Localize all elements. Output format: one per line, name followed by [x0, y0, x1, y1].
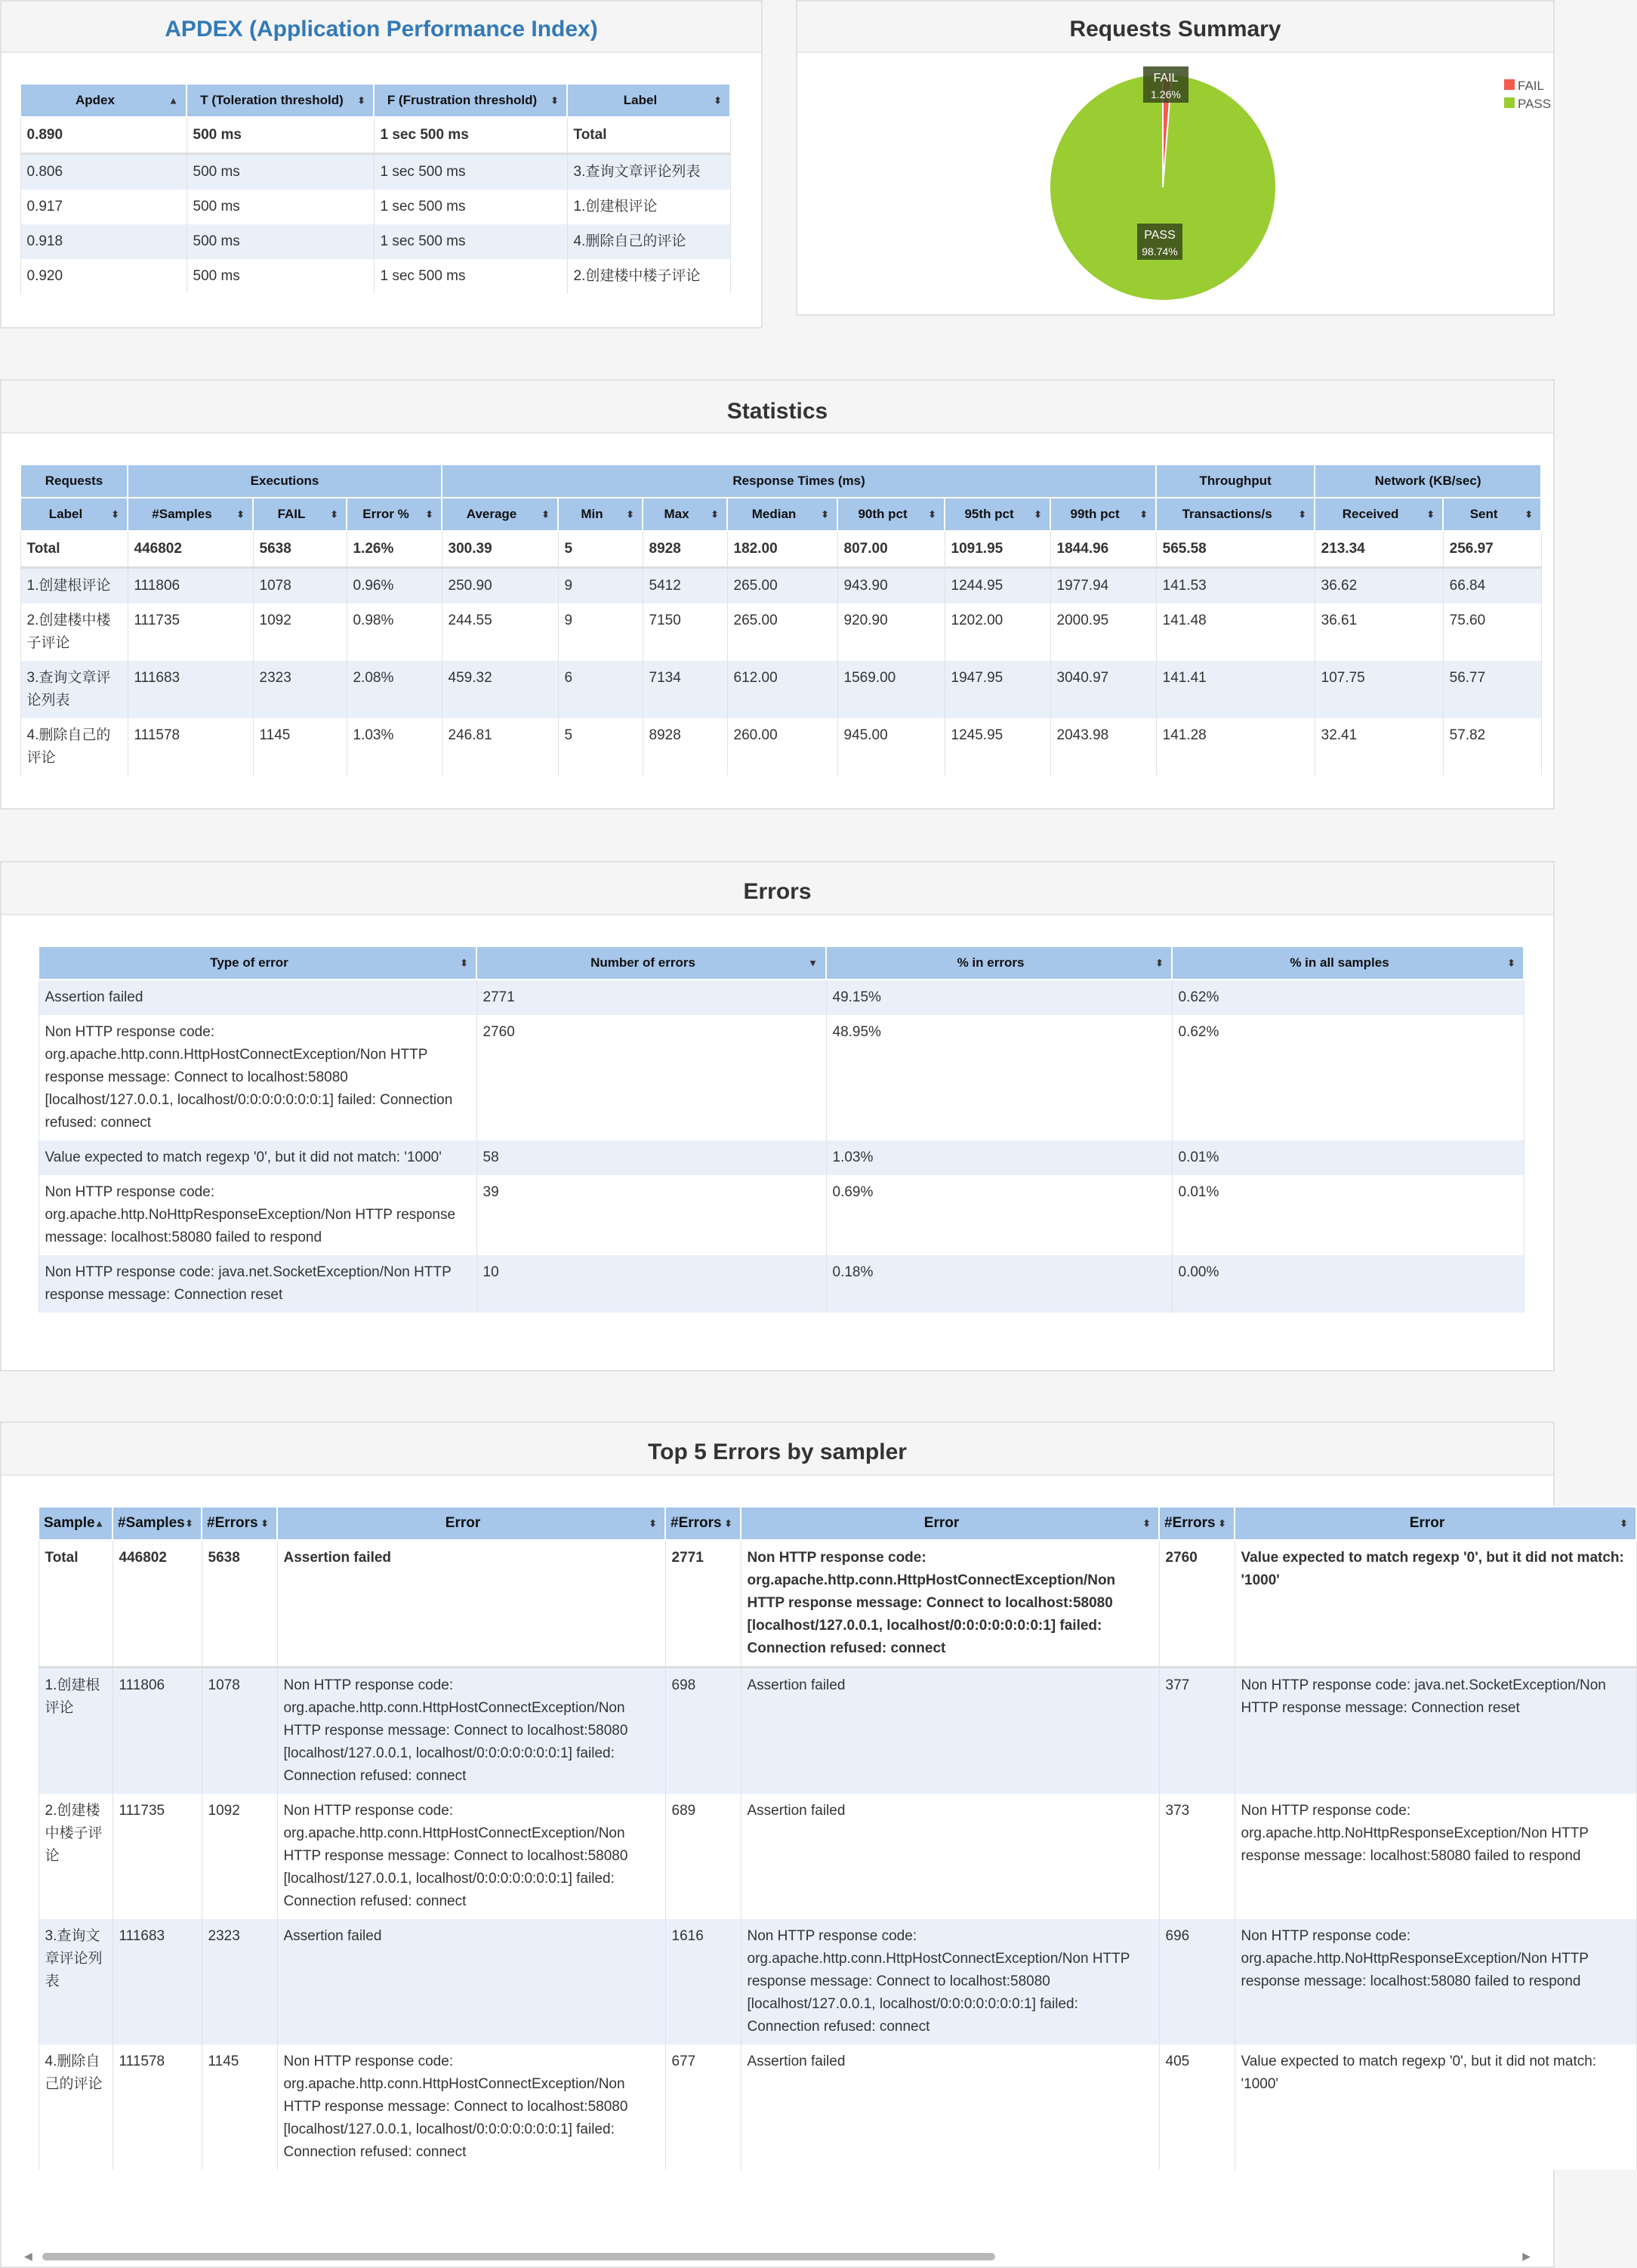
sort-both-icon: ⬍: [357, 94, 365, 106]
table-row: [20, 154, 730, 190]
statistics-col-header[interactable]: 95th pct ⬍: [945, 498, 1050, 531]
table-cell: 377: [1159, 1668, 1235, 1794]
table-row: [20, 190, 730, 224]
sort-both-icon: ⬍: [261, 1517, 269, 1529]
statistics-group-header: Executions: [128, 464, 442, 498]
table-cell: 182.00: [727, 531, 837, 568]
statistics-header: [2, 381, 1553, 434]
table-row: [20, 718, 1541, 776]
total-row: [20, 531, 1541, 568]
sort-both-icon: ⬍: [1218, 1517, 1226, 1529]
statistics-panel: [0, 379, 1555, 810]
errors-header: [2, 862, 1553, 915]
table-cell: 141.48: [1156, 603, 1315, 661]
table-cell: 4.删除自己的评论: [567, 224, 730, 259]
table-cell: 8928: [643, 531, 727, 568]
table-cell: 111683: [128, 661, 253, 718]
table-cell: Assertion failed: [39, 980, 476, 1015]
table-cell: 111578: [113, 2044, 202, 2170]
table-cell: 1.创建根评论: [20, 568, 128, 604]
statistics-group-header: Requests: [20, 464, 128, 498]
table-cell: 0.890: [20, 117, 187, 154]
apdex-header: [2, 2, 761, 53]
top5-col-header[interactable]: Error ⬍: [741, 1507, 1159, 1540]
table-cell: 698: [665, 1668, 741, 1794]
table-cell: 920.90: [837, 603, 945, 661]
legend-label-fail: FAIL: [1518, 79, 1544, 93]
top5-errors-table: [38, 1506, 1637, 2170]
sort-both-icon: ⬍: [1034, 508, 1043, 520]
table-cell: 0.917: [20, 190, 187, 224]
statistics-col-header[interactable]: Received ⬍: [1315, 498, 1443, 531]
table-cell: 2000.95: [1050, 603, 1156, 661]
table-cell: Non HTTP response code: org.apache.http.conn.HttpHostConnectException/Non HTTP response message: Connect to localhost:58080 [localhost/127.0.0.1, localhost/0:0:0:0:0:0:0:1] failed: Connection refused: connect: [741, 1540, 1159, 1668]
table-cell: 6: [558, 661, 643, 718]
table-cell: 1947.95: [945, 661, 1050, 718]
table-cell: 5638: [253, 531, 347, 568]
legend-swatch-fail: [1504, 79, 1515, 90]
table-cell: 500 ms: [187, 224, 374, 259]
table-cell: Value expected to match regexp '0', but it did not match: '1000': [1235, 1540, 1636, 1668]
table-cell: 689: [665, 1794, 741, 1919]
table-cell: 696: [1159, 1919, 1235, 2044]
table-cell: 943.90: [837, 568, 945, 604]
scroll-right-arrow[interactable]: ▶: [1522, 2250, 1531, 2262]
table-cell: 36.62: [1315, 568, 1443, 604]
table-cell: 0.62%: [1172, 980, 1524, 1015]
table-row: [20, 661, 1541, 718]
statistics-col-header[interactable]: Error % ⬍: [347, 498, 442, 531]
statistics-col-header[interactable]: FAIL ⬍: [253, 498, 347, 531]
table-cell: 48.95%: [826, 1015, 1172, 1140]
table-cell: 1 sec 500 ms: [374, 259, 567, 294]
table-cell: 677: [665, 2044, 741, 2170]
table-row: [20, 603, 1541, 661]
table-cell: 0.98%: [347, 603, 442, 661]
table-cell: 1569.00: [837, 661, 945, 718]
legend-swatch-pass: [1504, 97, 1515, 108]
sort-both-icon: ⬍: [821, 508, 830, 520]
table-cell: Non HTTP response code: java.net.SocketException/Non HTTP response message: Connection reset: [1235, 1668, 1636, 1794]
pie-legend: [1504, 79, 1551, 115]
table-cell: 500 ms: [187, 259, 374, 294]
statistics-title: Statistics: [726, 399, 828, 424]
table-cell: Assertion failed: [277, 1540, 665, 1668]
table-cell: 5638: [202, 1540, 277, 1668]
legend-item-fail[interactable]: [1504, 79, 1551, 97]
table-cell: 141.41: [1156, 661, 1315, 718]
requests-pie-chart: [797, 53, 1556, 317]
table-cell: 1145: [253, 718, 347, 776]
top5-title: Top 5 Errors by sampler: [648, 1439, 907, 1464]
top5-col-header[interactable]: #Errors ⬍: [202, 1507, 277, 1540]
sort-both-icon: ⬍: [185, 1517, 193, 1529]
table-cell: 1092: [202, 1794, 277, 1919]
table-cell: 0.96%: [347, 568, 442, 604]
table-cell: 7150: [643, 603, 727, 661]
top5-col-header[interactable]: Sample ▲: [39, 1507, 113, 1540]
table-cell: 1078: [253, 568, 347, 604]
errors-title: Errors: [743, 879, 812, 904]
table-cell: 39: [476, 1175, 826, 1255]
table-cell: 1.03%: [826, 1140, 1172, 1175]
table-cell: 500 ms: [187, 154, 374, 190]
table-cell: 9: [558, 568, 643, 604]
table-cell: 111806: [113, 1668, 202, 1794]
pie-label-pass-label: PASS: [1144, 229, 1176, 242]
table-row: [20, 224, 730, 259]
pie-label-fail-pct: 1.26%: [1151, 88, 1181, 100]
top5-col-header[interactable]: #Errors ⬍: [1159, 1507, 1235, 1540]
table-cell: 2.创建楼中楼子评论: [567, 259, 730, 294]
table-cell: 300.39: [442, 531, 558, 568]
pie-slice-pass[interactable]: [1050, 74, 1276, 301]
sort-desc-icon: ▼: [808, 957, 818, 969]
sort-both-icon: ⬍: [1139, 508, 1148, 520]
legend-item-pass[interactable]: [1504, 97, 1551, 115]
table-row: [39, 1668, 1636, 1794]
table-cell: 9: [558, 603, 643, 661]
table-cell: 7134: [643, 661, 727, 718]
total-row: [20, 117, 730, 154]
table-cell: 5: [558, 531, 643, 568]
table-row: [39, 980, 1524, 1015]
table-cell: 250.90: [442, 568, 558, 604]
table-row: [39, 1919, 1636, 2044]
table-cell: Non HTTP response code: org.apache.http.conn.HttpHostConnectException/Non HTTP response message: Connect to localhost:58080 [localhost/127.0.0.1, localhost/0:0:0:0:0:0:0:1] failed: Connection refused: connect: [277, 2044, 665, 2170]
legend-label-pass: PASS: [1518, 97, 1552, 111]
table-cell: 0.18%: [826, 1255, 1172, 1313]
table-cell: 1092: [253, 603, 347, 661]
table-cell: 1202.00: [945, 603, 1050, 661]
table-cell: Non HTTP response code: org.apache.http.conn.HttpHostConnectException/Non HTTP response message: Connect to localhost:58080 [localhost/127.0.0.1, localhost/0:0:0:0:0:0:0:1] failed: Connection refused: connect: [277, 1668, 665, 1794]
statistics-col-header[interactable]: Average ⬍: [442, 498, 558, 531]
table-cell: 807.00: [837, 531, 945, 568]
table-cell: 107.75: [1315, 661, 1443, 718]
sort-both-icon: ⬍: [1507, 957, 1515, 969]
table-cell: 213.34: [1315, 531, 1443, 568]
sort-both-icon: ⬍: [1426, 508, 1435, 520]
table-cell: 500 ms: [187, 117, 374, 154]
table-row: [39, 1255, 1524, 1313]
table-cell: 1.创建根评论: [39, 1668, 113, 1794]
table-cell: 945.00: [837, 718, 945, 776]
table-cell: Non HTTP response code: org.apache.http.NoHttpResponseException/Non HTTP response message: localhost:58080 failed to respond: [39, 1175, 476, 1255]
statistics-group-header: Network (KB/sec): [1315, 464, 1541, 498]
errors-col-header[interactable]: Number of errors ▼: [476, 946, 826, 980]
sort-both-icon: ⬍: [711, 508, 720, 520]
table-cell: 0.918: [20, 224, 187, 259]
table-cell: 2.08%: [347, 661, 442, 718]
pie-label-fail-label: FAIL: [1153, 72, 1179, 85]
table-cell: 49.15%: [826, 980, 1172, 1015]
table-cell: 2323: [253, 661, 347, 718]
table-cell: 0.01%: [1172, 1140, 1524, 1175]
table-cell: 3.查询文章评论列表: [39, 1919, 113, 2044]
table-cell: 2771: [665, 1540, 741, 1668]
table-cell: 0.920: [20, 259, 187, 294]
table-cell: Non HTTP response code: java.net.SocketException/Non HTTP response message: Connection reset: [39, 1255, 476, 1313]
table-cell: 260.00: [727, 718, 837, 776]
table-cell: 0.62%: [1172, 1015, 1524, 1140]
sort-both-icon: ⬍: [541, 508, 550, 520]
table-cell: 373: [1159, 1794, 1235, 1919]
table-cell: 565.58: [1156, 531, 1315, 568]
table-cell: Assertion failed: [741, 2044, 1159, 2170]
table-cell: 2771: [476, 980, 826, 1015]
table-cell: Non HTTP response code: org.apache.http.NoHttpResponseException/Non HTTP response message: localhost:58080 failed to respond: [1235, 1919, 1636, 2044]
table-cell: Non HTTP response code: org.apache.http.conn.HttpHostConnectException/Non HTTP response message: Connect to localhost:58080 [localhost/127.0.0.1, localhost/0:0:0:0:0:0:0:1] failed: Connection refused: connect: [741, 1919, 1159, 2044]
top5-col-header[interactable]: Error ⬍: [1235, 1507, 1636, 1540]
table-cell: 0.806: [20, 154, 187, 190]
table-cell: Assertion failed: [277, 1919, 665, 2044]
sort-both-icon: ⬍: [928, 508, 937, 520]
table-cell: 56.77: [1443, 661, 1541, 718]
statistics-col-header[interactable]: 90th pct ⬍: [837, 498, 945, 531]
table-cell: 1145: [202, 2044, 277, 2170]
table-cell: 2043.98: [1050, 718, 1156, 776]
table-cell: 459.32: [442, 661, 558, 718]
table-row: [20, 259, 730, 294]
pie-label-pass-pct: 98.74%: [1142, 245, 1178, 258]
sort-both-icon: ⬍: [649, 1517, 657, 1529]
table-cell: 1 sec 500 ms: [374, 154, 567, 190]
table-cell: 446802: [128, 531, 253, 568]
statistics-group-header: Response Times (ms): [442, 464, 1156, 498]
apdex-title: APDEX (Application Performance Index): [165, 17, 598, 42]
table-cell: 1616: [665, 1919, 741, 2044]
table-cell: 1.创建根评论: [567, 190, 730, 224]
sort-both-icon: ⬍: [460, 957, 468, 969]
table-cell: 2760: [476, 1015, 826, 1140]
table-cell: Total: [20, 531, 128, 568]
table-cell: 500 ms: [187, 190, 374, 224]
table-cell: 3.查询文章评论列表: [567, 154, 730, 190]
table-cell: 111735: [113, 1794, 202, 1919]
table-cell: 36.61: [1315, 603, 1443, 661]
statistics-col-header[interactable]: #Samples ⬍: [128, 498, 253, 531]
table-cell: 1.26%: [347, 531, 442, 568]
table-cell: 8928: [643, 718, 727, 776]
sort-both-icon: ⬍: [724, 1517, 732, 1529]
statistics-col-header[interactable]: Max ⬍: [643, 498, 727, 531]
top5-errors-panel: [0, 1421, 1628, 2268]
table-cell: 2760: [1159, 1540, 1235, 1668]
requests-summary-panel: [796, 0, 1555, 316]
table-cell: 1844.96: [1050, 531, 1156, 568]
apdex-panel: [0, 0, 763, 329]
table-cell: 1091.95: [945, 531, 1050, 568]
sort-both-icon: ⬍: [1298, 508, 1307, 520]
table-cell: 3.查询文章评论列表: [20, 661, 128, 718]
summary-title: Requests Summary: [1069, 17, 1281, 42]
apdex-col-header[interactable]: Label ⬍: [567, 84, 730, 117]
statistics-col-header[interactable]: Label ⬍: [20, 498, 128, 531]
top5-col-header[interactable]: #Samples ⬍: [113, 1507, 202, 1540]
errors-col-header[interactable]: % in errors ⬍: [826, 946, 1172, 980]
table-row: [39, 1794, 1636, 1919]
table-cell: 75.60: [1443, 603, 1541, 661]
table-cell: 0.69%: [826, 1175, 1172, 1255]
scroll-left-arrow[interactable]: ◀: [24, 2250, 32, 2262]
table-cell: 1078: [202, 1668, 277, 1794]
table-cell: Value expected to match regexp '0', but it did not match: '1000': [1235, 2044, 1636, 2170]
table-cell: 111683: [113, 1919, 202, 2044]
table-cell: 612.00: [727, 661, 837, 718]
table-cell: 111735: [128, 603, 253, 661]
errors-panel: [0, 861, 1555, 1372]
table-cell: 446802: [113, 1540, 202, 1668]
table-cell: 141.28: [1156, 718, 1315, 776]
table-cell: 111806: [128, 568, 253, 604]
table-row: [39, 1015, 1524, 1140]
sort-both-icon: ⬍: [550, 94, 559, 106]
table-cell: 246.81: [442, 718, 558, 776]
summary-header: [797, 2, 1553, 53]
table-cell: 1 sec 500 ms: [374, 224, 567, 259]
sort-both-icon: ⬍: [714, 94, 722, 106]
table-cell: Total: [39, 1540, 113, 1668]
sort-both-icon: ⬍: [1620, 1517, 1628, 1529]
statistics-col-header[interactable]: Min ⬍: [558, 498, 643, 531]
total-row: [39, 1540, 1636, 1668]
statistics-col-header[interactable]: Sent ⬍: [1443, 498, 1541, 531]
statistics-col-header[interactable]: Median ⬍: [727, 498, 837, 531]
scrollbar-thumb[interactable]: [42, 2253, 995, 2260]
table-cell: 58: [476, 1140, 826, 1175]
table-cell: Non HTTP response code: org.apache.http.conn.HttpHostConnectException/Non HTTP response message: Connect to localhost:58080 [localhost/127.0.0.1, localhost/0:0:0:0:0:0:0:1] failed: Connection refused: connect: [39, 1015, 476, 1140]
apdex-col-header[interactable]: Apdex ▲: [20, 84, 187, 117]
table-cell: Value expected to match regexp '0', but it did not match: '1000': [39, 1140, 476, 1175]
top5-col-header[interactable]: Error ⬍: [277, 1507, 665, 1540]
table-cell: 1244.95: [945, 568, 1050, 604]
table-cell: 3040.97: [1050, 661, 1156, 718]
table-row: [20, 568, 1541, 604]
table-cell: 2.创建楼中楼子评论: [39, 1794, 113, 1919]
table-cell: 57.82: [1443, 718, 1541, 776]
table-cell: Assertion failed: [741, 1794, 1159, 1919]
statistics-col-header[interactable]: Transactions/s ⬍: [1156, 498, 1315, 531]
sort-both-icon: ⬍: [1142, 1517, 1151, 1529]
table-cell: 1.03%: [347, 718, 442, 776]
table-cell: 2.创建楼中楼子评论: [20, 603, 128, 661]
sort-both-icon: ⬍: [236, 508, 245, 520]
apdex-table: [20, 83, 731, 294]
table-cell: Non HTTP response code: org.apache.http.conn.HttpHostConnectException/Non HTTP response message: Connect to localhost:58080 [localhost/127.0.0.1, localhost/0:0:0:0:0:0:0:1] failed: Connection refused: connect: [277, 1794, 665, 1919]
top5-header: [2, 1423, 1553, 1476]
table-cell: 5412: [643, 568, 727, 604]
table-cell: 5: [558, 718, 643, 776]
table-cell: 1 sec 500 ms: [374, 117, 567, 154]
table-cell: 256.97: [1443, 531, 1541, 568]
statistics-table: [20, 464, 1542, 776]
table-cell: 405: [1159, 2044, 1235, 2170]
table-cell: 4.删除自己的评论: [20, 718, 128, 776]
table-cell: 2323: [202, 1919, 277, 2044]
table-cell: 10: [476, 1255, 826, 1313]
apdex-col-header[interactable]: T (Toleration threshold) ⬍: [187, 84, 374, 117]
horizontal-scrollbar[interactable]: [24, 2251, 1531, 2262]
table-cell: 111578: [128, 718, 253, 776]
table-row: [39, 1140, 1524, 1175]
table-cell: 1977.94: [1050, 568, 1156, 604]
errors-table: [38, 946, 1524, 1313]
table-cell: 4.删除自己的评论: [39, 2044, 113, 2170]
sort-both-icon: ⬍: [330, 508, 338, 520]
sort-asc-icon: ▲: [168, 94, 178, 106]
sort-both-icon: ⬍: [425, 508, 434, 520]
table-cell: 265.00: [727, 603, 837, 661]
sort-asc-icon: ▲: [94, 1517, 104, 1529]
errors-col-header[interactable]: Type of error ⬍: [39, 946, 476, 980]
table-row: [39, 2044, 1636, 2170]
table-row: [39, 1175, 1524, 1255]
table-cell: 1 sec 500 ms: [374, 190, 567, 224]
table-cell: 0.00%: [1172, 1255, 1524, 1313]
sort-both-icon: ⬍: [1155, 957, 1164, 969]
sort-both-icon: ⬍: [626, 508, 635, 520]
table-cell: 265.00: [727, 568, 837, 604]
statistics-col-header[interactable]: 99th pct ⬍: [1050, 498, 1156, 531]
sort-both-icon: ⬍: [1524, 508, 1534, 520]
errors-col-header[interactable]: % in all samples ⬍: [1172, 946, 1524, 980]
table-cell: 1245.95: [945, 718, 1050, 776]
apdex-col-header[interactable]: F (Frustration threshold) ⬍: [374, 84, 567, 117]
table-cell: Total: [567, 117, 730, 154]
table-cell: Non HTTP response code: org.apache.http.NoHttpResponseException/Non HTTP response message: localhost:58080 failed to respond: [1235, 1794, 1636, 1919]
table-cell: 66.84: [1443, 568, 1541, 604]
table-cell: 244.55: [442, 603, 558, 661]
sort-both-icon: ⬍: [111, 508, 119, 520]
statistics-group-header: Throughput: [1156, 464, 1315, 498]
table-cell: 0.01%: [1172, 1175, 1524, 1255]
table-cell: Assertion failed: [741, 1668, 1159, 1794]
top5-col-header[interactable]: #Errors ⬍: [665, 1507, 741, 1540]
table-cell: 32.41: [1315, 718, 1443, 776]
table-cell: 141.53: [1156, 568, 1315, 604]
